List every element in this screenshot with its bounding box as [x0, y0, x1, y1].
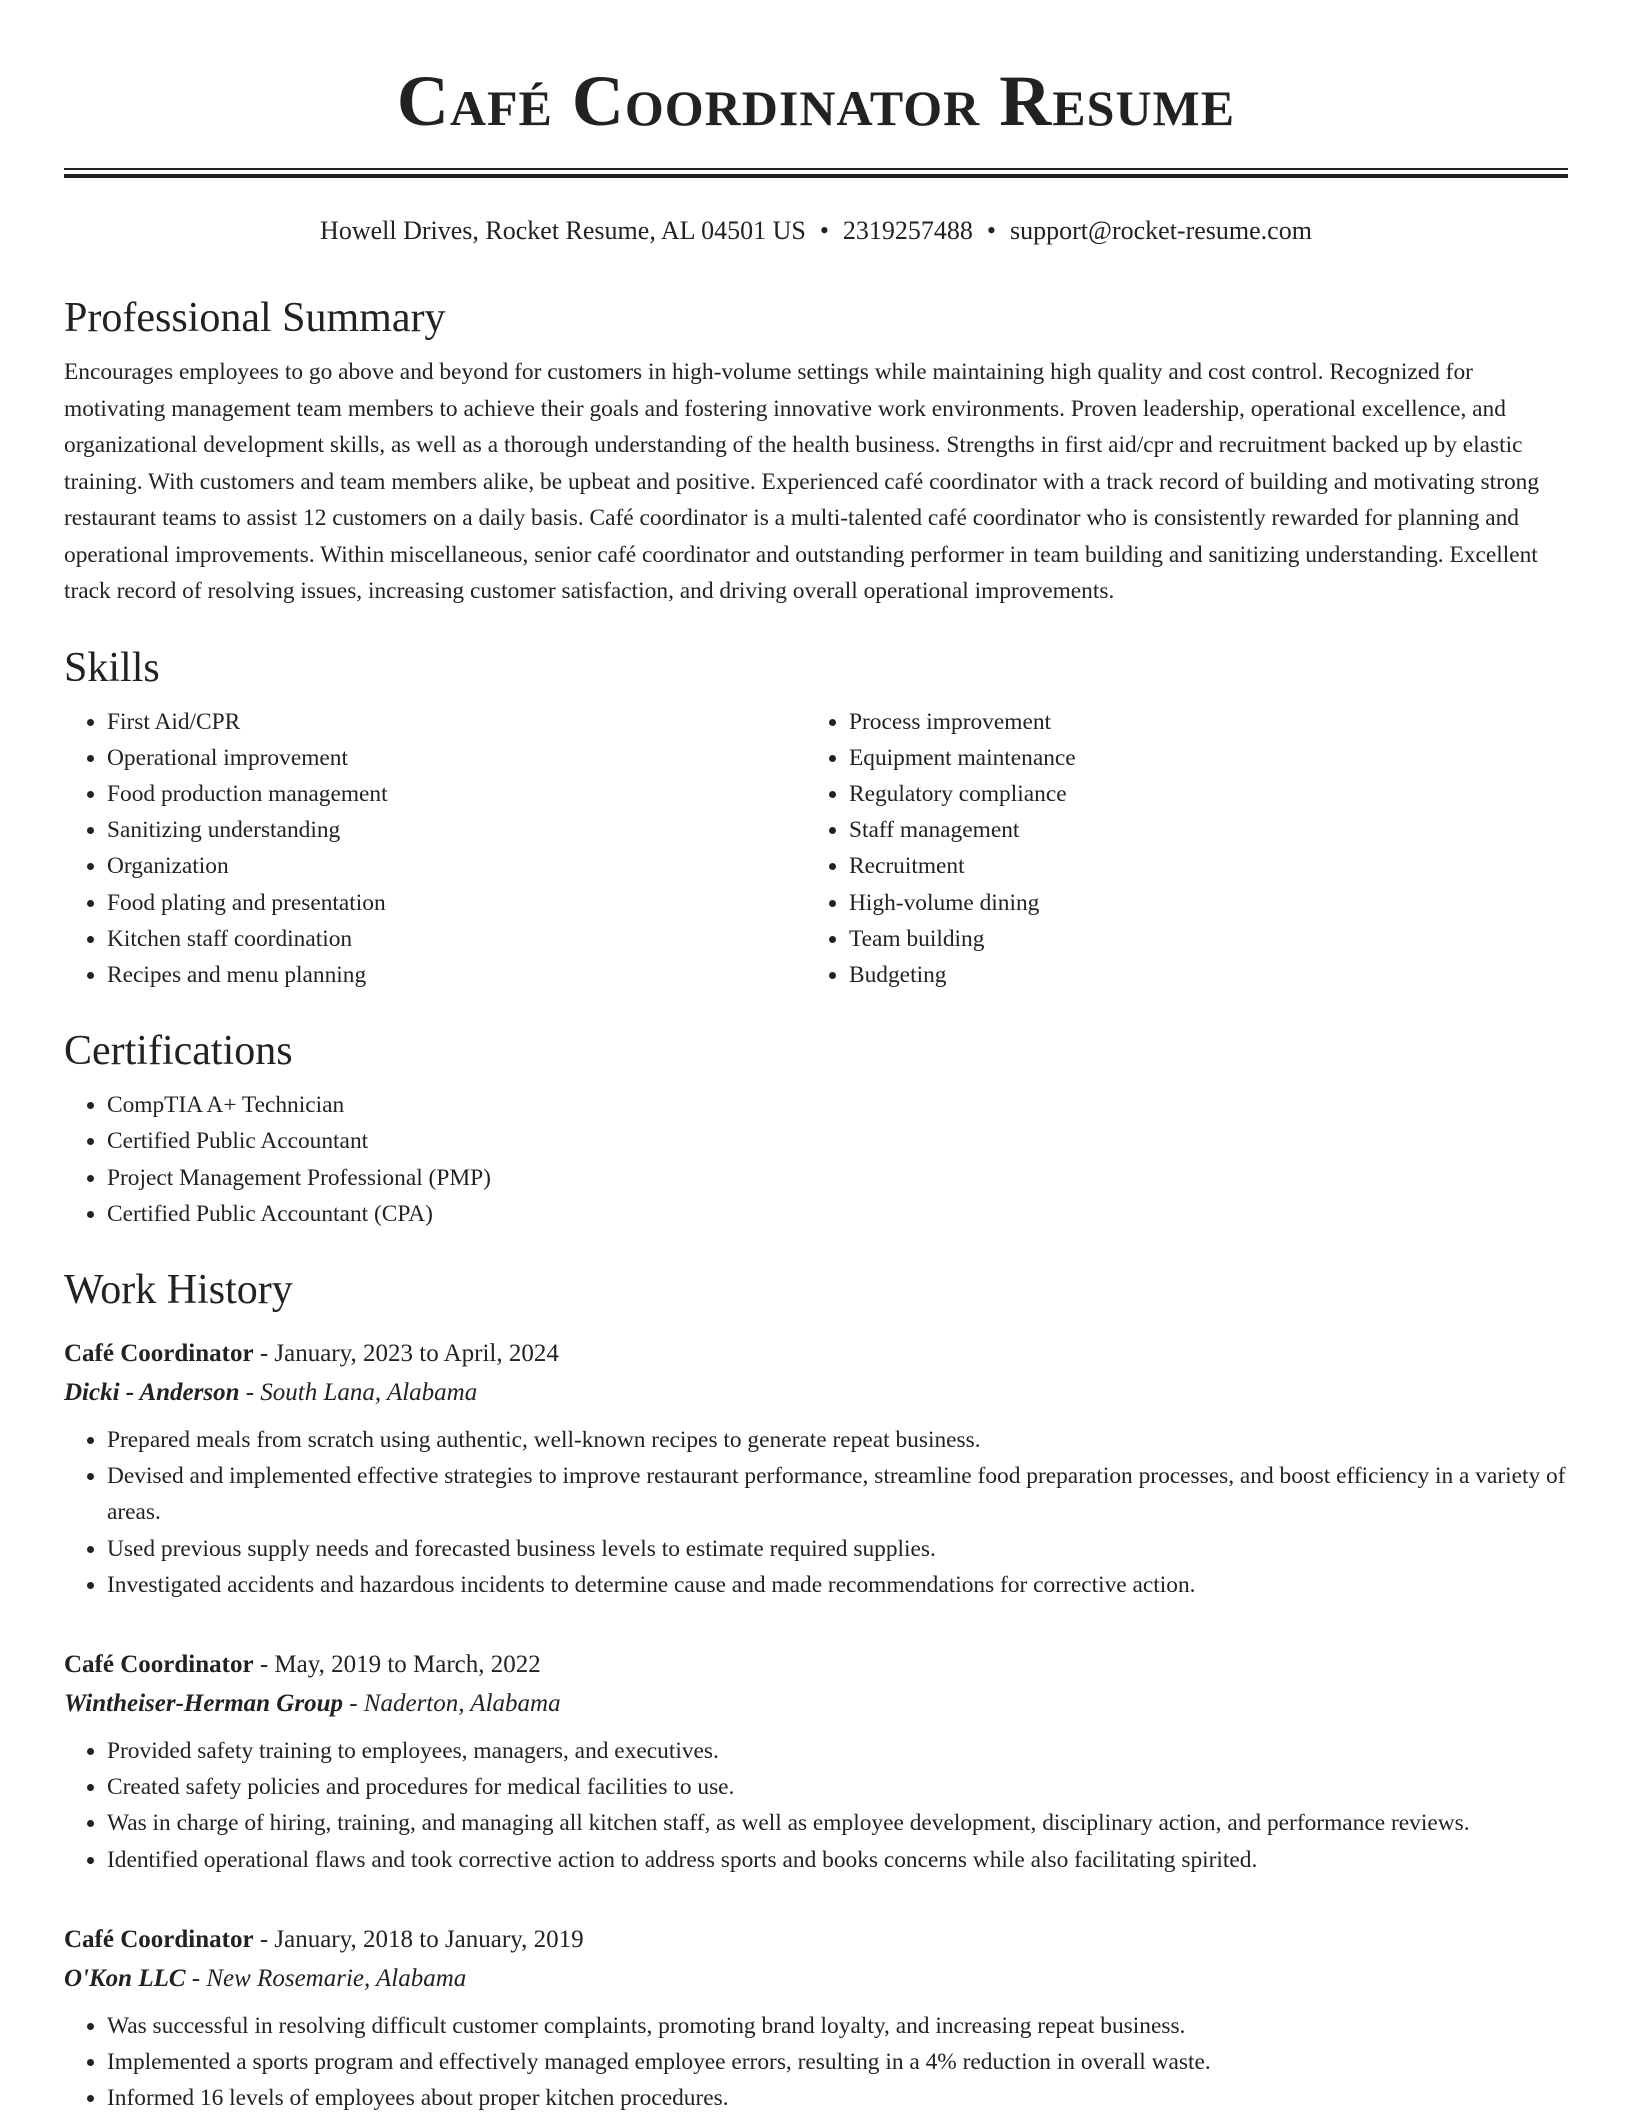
job-company-line	[64, 1684, 1568, 1723]
job-bullet: • Was successful in resolving difficult customer complaints, promoting brand loyalty, and increasing repeat business.	[107, 2008, 1568, 2044]
job-bullet: • Created safety policies and procedures for medical facilities to use.	[107, 1769, 1568, 1805]
job-company-line	[64, 1959, 1568, 1998]
skill-item: • Budgeting	[849, 957, 1589, 993]
certification-item: • Project Management Professional (PMP)	[107, 1160, 1568, 1196]
job-entry	[64, 1645, 1568, 1878]
certifications-section	[64, 1021, 1568, 1232]
contact-address: Howell Drives, Rocket Resume, AL 04501 US	[320, 216, 806, 245]
skill-item: • First Aid/CPR	[107, 704, 806, 740]
job-bullet: • Investigated accidents and hazardous incidents to determine cause and made recommendations for corrective action.	[107, 1567, 1568, 1603]
certification-item: • Certified Public Accountant	[107, 1123, 1568, 1159]
job-bullet: • Identified operational flaws and took corrective action to address sports and books concerns while also facilitating spirited.	[107, 1842, 1568, 1878]
job-bullet: • Was in charge of hiring, training, and managing all kitchen staff, as well as employee development, disciplinary action, and performance reviews.	[107, 1805, 1568, 1841]
resume-title: Café Coordinator Resume	[396, 61, 1236, 141]
work-history-heading: Work History	[64, 1266, 293, 1313]
skill-item: • High-volume dining	[849, 885, 1589, 921]
skill-item: • Kitchen staff coordination	[107, 921, 806, 957]
summary-text: Encourages employees to go above and beyond for customers in high-volume settings while maintaining high quality and cost control. Recognized for motivating management team members to achieve their goals and fostering innovative work environments. Proven leadership, operational excellence, and organizational development skills, as well as a thorough understanding of the health business. Strengths in first aid/cpr and recruitment backed up by elastic training. With customers and team members alike, be upbeat and positive. Experienced café coordinator with a track record of building and motivating strong restaurant teams to assist 12 customers on a daily basis. Café coordinator is a multi-talented café coordinator who is consistently rewarded for planning and operational improvements. Within miscellaneous, senior café coordinator and outstanding performer in team building and sanitizing understanding. Excellent track record of resolving issues, increasing customer satisfaction, and driving overall operational improvements.	[64, 359, 1540, 604]
skill-item: • Organization	[107, 848, 806, 884]
skill-item: • Food production management	[107, 776, 806, 812]
job-entry	[64, 1920, 1568, 2116]
skill-item: • Team building	[849, 921, 1589, 957]
job-location: - New Rosemarie, Alabama	[185, 1964, 467, 1992]
job-bullets	[64, 2008, 1568, 2116]
job-bullets	[64, 1422, 1568, 1603]
job-bullets	[64, 1733, 1568, 1878]
job-bullet: • Provided safety training to employees, managers, and executives.	[107, 1733, 1568, 1769]
job-company: O'Kon LLC	[64, 1964, 186, 1992]
job-bullet: • Devised and implemented effective strategies to improve restaurant performance, streamline food preparation processes, and boost efficiency in a variety of areas.	[107, 1458, 1568, 1530]
job-bullet: • Informed 16 levels of employees about proper kitchen procedures.	[107, 2080, 1568, 2116]
job-company-line	[64, 1373, 1568, 1412]
job-bullet: • Prepared meals from scratch using authentic, well-known recipes to generate repeat business.	[107, 1422, 1568, 1458]
skill-item: • Sanitizing understanding	[107, 812, 806, 848]
job-title-line	[64, 1645, 1568, 1684]
job-title-line	[64, 1920, 1568, 1959]
skill-item: • Food plating and presentation	[107, 885, 806, 921]
job-entry	[64, 1334, 1568, 1603]
resume-content	[64, 288, 1568, 2116]
skill-item: • Regulatory compliance	[849, 776, 1589, 812]
job-dates: - January, 2023 to April, 2024	[253, 1339, 559, 1367]
job-role: Café Coordinator	[64, 1339, 254, 1367]
job-bullet: • Implemented a sports program and effectively managed employee errors, resulting in a 4% reduction in overall waste.	[107, 2044, 1568, 2080]
skills-heading: Skills	[64, 644, 160, 691]
skills-grid	[64, 698, 1568, 994]
job-location: - South Lana, Alabama	[239, 1378, 478, 1406]
job-role: Café Coordinator	[64, 1650, 254, 1678]
certifications-heading: Certifications	[64, 1028, 293, 1075]
title-divider-thick	[64, 174, 1568, 178]
skill-item: • Process improvement	[849, 704, 1589, 740]
contact-phone: 2319257488	[842, 216, 973, 245]
skill-item: • Recruitment	[849, 848, 1589, 884]
job-title-line	[64, 1334, 1568, 1373]
contact-email: support@rocket-resume.com	[1010, 216, 1312, 245]
skills-list-right	[806, 704, 1589, 994]
certifications-list	[64, 1087, 1568, 1232]
skill-item: • Staff management	[849, 812, 1589, 848]
skill-item: • Recipes and menu planning	[107, 957, 806, 993]
job-bullet: • Used previous supply needs and forecasted business levels to estimate required supplies.	[107, 1531, 1568, 1567]
contact-line	[64, 214, 1568, 248]
certification-item: • Certified Public Accountant (CPA)	[107, 1196, 1568, 1232]
skill-item: • Operational improvement	[107, 740, 806, 776]
contact-separator: •	[819, 216, 829, 245]
certification-item: • CompTIA A+ Technician	[107, 1087, 1568, 1123]
skill-item: • Equipment maintenance	[849, 740, 1589, 776]
job-location: - Naderton, Alabama	[342, 1689, 561, 1717]
job-dates: - January, 2018 to January, 2019	[253, 1925, 584, 1953]
job-dates: - May, 2019 to March, 2022	[253, 1650, 541, 1678]
summary-section	[64, 288, 1568, 610]
work-history-section	[64, 1260, 1568, 2116]
contact-separator: •	[986, 216, 997, 245]
job-company: Dicki - Anderson	[64, 1378, 240, 1406]
job-role: Café Coordinator	[64, 1925, 254, 1953]
skills-section	[64, 638, 1568, 994]
job-company: Wintheiser-Herman Group	[64, 1689, 343, 1717]
summary-heading: Professional Summary	[64, 295, 446, 341]
skills-list-left	[64, 704, 806, 994]
title-divider-thin	[64, 168, 1568, 170]
